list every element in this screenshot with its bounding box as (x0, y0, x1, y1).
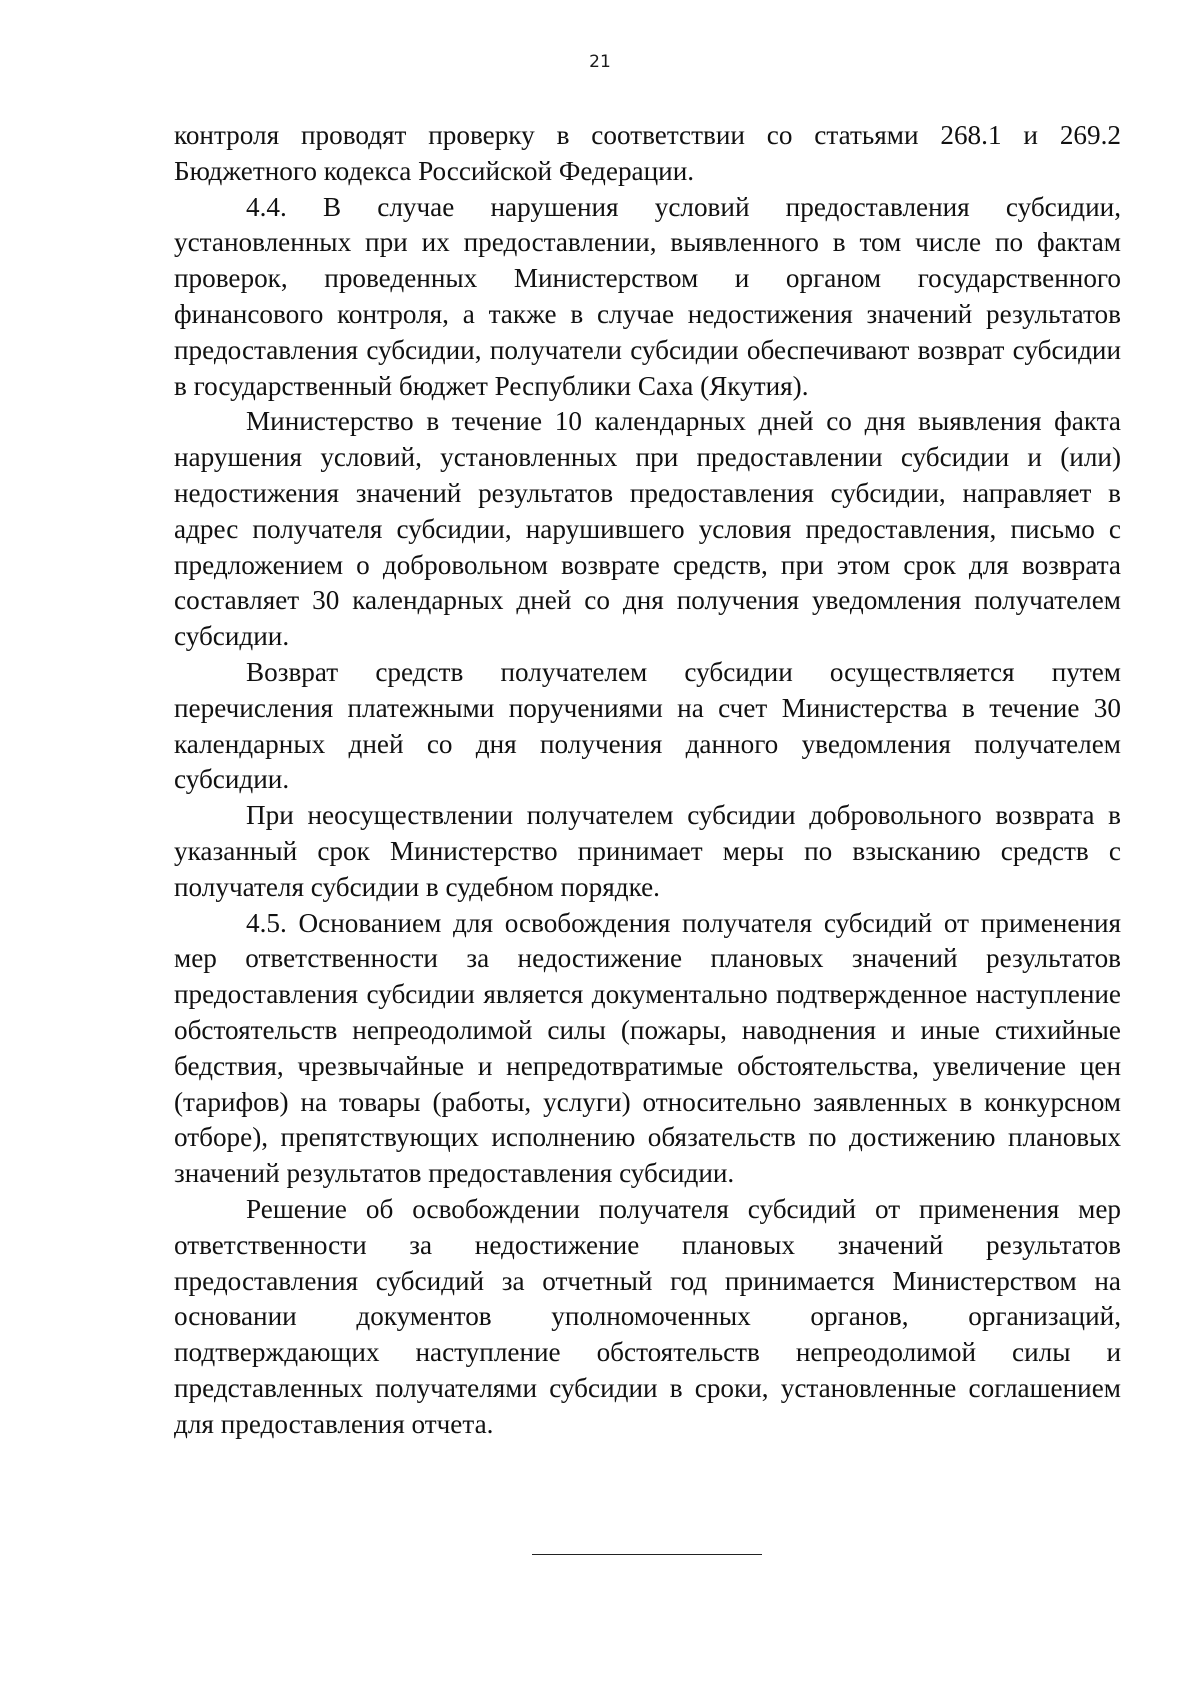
paragraph-refund-transfer: Возврат средств получателем субсидии осуществляется путем перечисления платежными поручениями на счет Министерства в течение 30 календарных дней со дня получения данного уведомления получателем субсидии. (174, 656, 1121, 795)
paragraph-continuation: контроля проводят проверку в соответствии со статьями 268.1 и 269.2 Бюджетного кодекса Российской Федерации. (174, 120, 1121, 186)
end-of-document-rule (532, 1554, 762, 1555)
paragraph-exemption-decision: Решение об освобождении получателя субсидий от применения мер ответственности за недостижение плановых значений результатов предоставления субсидий за отчетный год принимается Министерством на основании документов уполномоченных органов, организаций, подтверждающих наступление обстоятельств непреодолимой силы и представленных получателями субсидии в сроки, установленные соглашением для предоставления отчета. (174, 1193, 1121, 1439)
document-body (174, 118, 1121, 1442)
paragraph-clause-4-4: 4.4. В случае нарушения условий предоставления субсидии, установленных при их предоставлении, выявленного в том числе по фактам проверок, проведенных Министерством и органом государственного финансового контроля, а также в случае недостижения значений результатов предоставления субсидии, получатели субсидии обеспечивают возврат субсидии в государственный бюджет Республики Саха (Якутия). (174, 191, 1121, 401)
paragraph-clause-4-5: 4.5. Основанием для освобождения получателя субсидий от применения мер ответственности за недостижение плановых значений результатов предоставления субсидии является документально подтвержденное наступление обстоятельств непреодолимой силы (пожары, наводнения и иные стихийные бедствия, чрезвычайные и непредотвратимые обстоятельства, увеличение цен (тарифов) на товары (работы, услуги) относительно заявленных в конкурсном отборе), препятствующих исполнению обязательств по достижению плановых значений результатов предоставления субсидии. (174, 907, 1121, 1189)
page-number: 21 (589, 52, 611, 72)
paragraph-court-recovery: При неосуществлении получателем субсидии добровольного возврата в указанный срок Министерство принимает меры по взысканию средств с получателя субсидии в судебном порядке. (174, 800, 1121, 902)
paragraph-ministry-notice: Министерство в течение 10 календарных дней со дня выявления факта нарушения условий, установленных при предоставлении субсидии и (или) недостижения значений результатов предоставления субсидии, направляет в адрес получателя субсидии, нарушившего условия предоставления, письмо с предложением о добровольном возврате средств, при этом срок для возврата составляет 30 календарных дней со дня получения уведомления получателем субсидии. (174, 406, 1121, 652)
